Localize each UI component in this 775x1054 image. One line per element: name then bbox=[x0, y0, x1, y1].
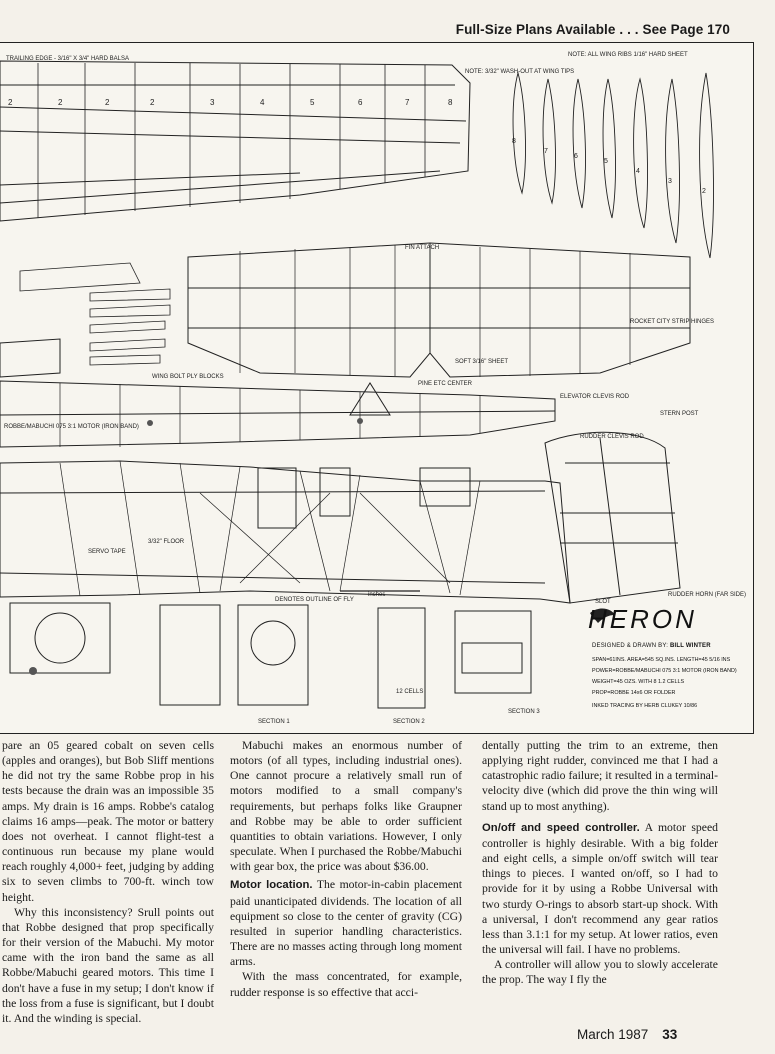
svg-text:7: 7 bbox=[544, 148, 548, 155]
designer-line: DESIGNED & DRAWN BY: BILL WINTER bbox=[592, 643, 711, 649]
svg-text:3: 3 bbox=[668, 178, 672, 185]
plan-drawing bbox=[0, 42, 754, 734]
wing-ribs-label: NOTE: ALL WING RIBS 1/16" HARD SHEET bbox=[568, 52, 688, 58]
stern-post-label: STERN POST bbox=[660, 411, 699, 417]
paragraph: pare an 05 geared cobalt on seven cells (apples and oranges), but Bob Sliff mentions he did not try the same Robbe prop in his tests because the drain was an impossible 35 amps. My drain is 16 amps. Robbe's catalog claims 16 amps—peak. The motor or battery does not overheat. I cannot flight-test a continuous run because my plane would reach roughly 4,000+ feet, judging by adding six to seven climbs to 700-ft. winch tow height. bbox=[2, 739, 214, 904]
paragraph: Motor location. The motor-in-cabin placement paid unanticipated dividends. The location of all equipment so close to the center of gravity (CG) resulted in superior handling characteristics. There are no masses acting through long moment arms. bbox=[230, 878, 462, 969]
cells-label: 12 CELLS bbox=[396, 689, 424, 695]
rudder-horn-label: RUDDER HORN (FAR SIDE) bbox=[668, 592, 747, 598]
spec-line: WEIGHT=45 OZS. WITH 8 1.2 CELLS bbox=[592, 679, 685, 685]
section1-label: SECTION 1 bbox=[258, 719, 290, 725]
plan-title: HERON bbox=[588, 604, 697, 634]
spec-line: INKED TRACING BY HERB CLUKEY 10/86 bbox=[592, 703, 698, 709]
section3-label: SECTION 3 bbox=[508, 709, 540, 715]
soft-sheet-label: SOFT 3/16" SHEET bbox=[455, 359, 509, 365]
stabilizer-outline bbox=[188, 243, 690, 377]
former-box bbox=[258, 468, 296, 528]
svg-text:8: 8 bbox=[512, 138, 516, 145]
paragraph: A controller will allow you to slowly accelerate the prop. The way I fly the bbox=[482, 958, 718, 987]
article-column-3 bbox=[482, 738, 718, 988]
paragraph: Why this inconsistency? Srull points out that Robbe designed that prop specifically for their version of the Mabuchi. My motor came with the iron band the same as all Robbe/Mabuchi geared motors. This time I don't have a fuse in my setup; I don't know if the loss from a fuse is significant, but I doubt it. And the winding is special. bbox=[2, 905, 214, 1025]
svg-text:8: 8 bbox=[448, 98, 453, 107]
svg-text:4: 4 bbox=[260, 98, 265, 107]
slot-label: SLOT bbox=[595, 599, 611, 605]
page-number: 33 bbox=[662, 1027, 678, 1042]
motor-label: ROBBE/MABUCHI 075 3:1 MOTOR (IRON BAND) bbox=[4, 424, 139, 430]
svg-text:4: 4 bbox=[636, 168, 640, 175]
paragraph: On/off and speed controller. A motor speed controller is highly desirable. With a big folder and eight cells, a simple on/off switch will tear things to pieces. I wanted on/off, so I had to provide for it by using a Robbe Universal with two sturdy O-rings to absorb start-up shock. With a universal, I don't recommend any gear ratios less than 3.1:1 for my setup. At lower ratios, even the universal will fail. I have no problems. bbox=[482, 820, 718, 957]
svg-text:2: 2 bbox=[150, 98, 155, 107]
issue-date: March 1987 bbox=[577, 1027, 649, 1042]
spec-line: POWER=ROBBE/MABUCHI 075 3:1 MOTOR (IRON BAND) bbox=[592, 668, 737, 674]
svg-text:2: 2 bbox=[105, 98, 110, 107]
outer-panel-parts bbox=[20, 263, 170, 365]
svg-text:7: 7 bbox=[405, 98, 410, 107]
article-column-1 bbox=[2, 738, 214, 1026]
svg-text:2: 2 bbox=[58, 98, 63, 107]
section-1 bbox=[238, 605, 308, 705]
note-label: NOTE: 3/32" WASH-OUT AT WING TIPS bbox=[465, 69, 575, 75]
paragraph: Mabuchi makes an enormous number of motors (of all types, including industrial ones). One cannot procure a relatively small run of motors modified to a small company's requirements, but perhaps folks like Graupner and Robbe may be able to order sufficient quantities to obtain variations. However, I only speculate. When I purchased the Robbe/Mabuchi with gear box, the price was about $36.00. bbox=[230, 739, 462, 874]
spec-line: PROP=ROBBE 14x6 OR FOLDER bbox=[592, 690, 676, 696]
section-1a bbox=[160, 605, 220, 705]
svg-text:2: 2 bbox=[8, 98, 13, 107]
spec-line: SPAN=61INS. AREA=545 SQ.INS. LENGTH=45 5/16 INS bbox=[592, 657, 731, 663]
page-footer bbox=[577, 1027, 677, 1042]
floor-label: 3/32" FLOOR bbox=[148, 539, 185, 545]
svg-text:6: 6 bbox=[358, 98, 363, 107]
subheading: On/off and speed controller. bbox=[482, 821, 640, 834]
svg-text:5: 5 bbox=[604, 158, 608, 165]
tail-rib-numbers bbox=[512, 138, 706, 195]
subheading: Motor location. bbox=[230, 879, 313, 892]
svg-text:5: 5 bbox=[310, 98, 315, 107]
section2-label: SECTION 2 bbox=[393, 719, 425, 725]
paragraph: With the mass concentrated, for example, rudder response is so effective that acci- bbox=[230, 970, 462, 999]
section-3 bbox=[455, 611, 531, 693]
trailing-edge-label: TRAILING EDGE - 3/16" X 3/4" HARD BALSA bbox=[6, 56, 129, 62]
pine-label: PINE ETC CENTER bbox=[418, 381, 473, 387]
plans-header: Full-Size Plans Available . . . See Page 170 bbox=[455, 22, 730, 37]
article-body bbox=[0, 738, 775, 1025]
rudder-rod-label: RUDDER CLEVIS ROD bbox=[580, 434, 644, 440]
elevator-label: ELEVATOR CLEVIS ROD bbox=[560, 394, 630, 400]
paragraph: dentally putting the trim to an extreme, then applying right rudder, convinced me that I had a catastrophic radio failure; it resulted in a terminal-velocity dive (which did prove the thin wing will stand up to most anything). bbox=[482, 739, 718, 813]
svg-text:6: 6 bbox=[574, 153, 578, 160]
svg-text:2: 2 bbox=[702, 188, 706, 195]
fin-rudder bbox=[545, 432, 680, 603]
servo-tape-label: SERVO TAPE bbox=[88, 549, 126, 555]
svg-text:3: 3 bbox=[210, 98, 215, 107]
rib-numbers bbox=[8, 98, 453, 107]
inches-label: inches bbox=[368, 592, 386, 598]
rocket-city-label: ROCKET CITY STRIP HINGES bbox=[630, 319, 715, 325]
outline-fly-label: DENOTES OUTLINE OF FLY bbox=[275, 597, 354, 603]
rib-templates bbox=[513, 73, 713, 258]
fin-attach-label: FIN ATTACH bbox=[405, 245, 440, 251]
article-column-2 bbox=[230, 738, 462, 1000]
wing-bolt-label: WING BOLT PLY BLOCKS bbox=[152, 374, 224, 380]
